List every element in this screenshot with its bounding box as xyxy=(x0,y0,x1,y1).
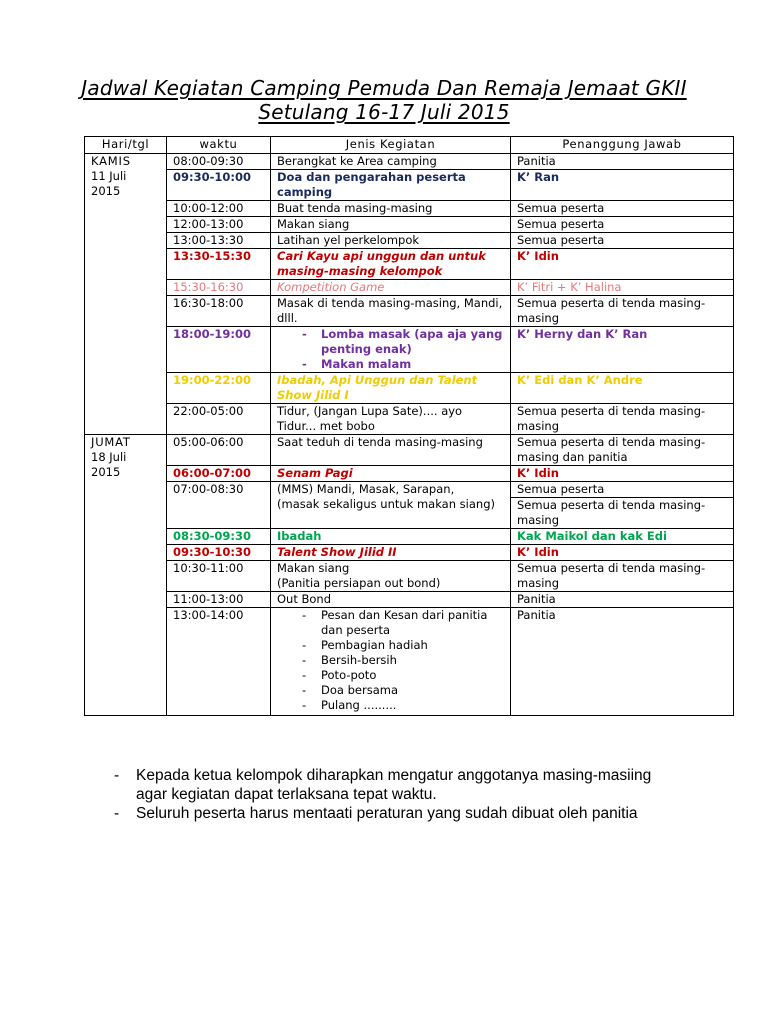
activity-list xyxy=(277,327,504,372)
pic-cell: Panitia xyxy=(511,608,734,716)
list-item: - Lomba masak (apa aja yang penting enak) xyxy=(321,327,504,357)
time-cell: 22:00-05:00 xyxy=(167,404,271,435)
note-item: - Kepada ketua kelompok diharapkan mengatur anggotanya masing-masiing agar kegiatan dapat terlaksana tepat waktu. xyxy=(114,766,674,804)
activity-cell xyxy=(271,482,511,529)
time-cell: 13:30-15:30 xyxy=(167,249,271,280)
table-header-row xyxy=(85,137,734,154)
schedule-table xyxy=(84,136,734,716)
time-cell: 18:00-19:00 xyxy=(167,327,271,373)
pic-cell: Kak Maikol dan kak Edi xyxy=(511,529,734,545)
notes-list xyxy=(114,766,674,823)
activity-cell xyxy=(271,561,511,592)
header-activity: Jenis Kegiatan xyxy=(271,137,511,154)
pic-cell: Panitia xyxy=(511,592,734,608)
activity-cell: Saat teduh di tenda masing-masing xyxy=(271,435,511,466)
pic-cell: Semua peserta xyxy=(511,201,734,217)
pic-cell: Semua peserta xyxy=(511,233,734,249)
activity-cell: Out Bond xyxy=(271,592,511,608)
time-cell: 11:00-13:00 xyxy=(167,592,271,608)
activity-cell: Makan siang xyxy=(271,217,511,233)
time-cell: 10:30-11:00 xyxy=(167,561,271,592)
time-cell: 08:00-09:30 xyxy=(167,154,271,170)
table-row xyxy=(85,154,734,170)
activity-line: (Panitia persiapan out bond) xyxy=(277,576,441,590)
pic-cell: K’ Edi dan K’ Andre xyxy=(511,373,734,404)
table-row xyxy=(85,296,734,327)
time-cell: 16:30-18:00 xyxy=(167,296,271,327)
activity-cell: Buat tenda masing-masing xyxy=(271,201,511,217)
pic-cell: K’ Idin xyxy=(511,545,734,561)
table-row xyxy=(85,561,734,592)
pic-cell: K’ Ran xyxy=(511,170,734,201)
list-item: - Poto-poto xyxy=(321,668,504,683)
table-row xyxy=(85,466,734,482)
time-cell: 10:00-12:00 xyxy=(167,201,271,217)
pic-cell: K’ Fitri + K’ Halina xyxy=(511,280,734,296)
day-cell-jumat xyxy=(85,435,167,716)
pic-cell: Semua peserta di tenda masing-masing xyxy=(511,296,734,327)
day-date: 11 Juli xyxy=(91,169,127,183)
day-name: JUMAT xyxy=(91,435,131,449)
document-subtitle: Setulang 16-17 Juli 2015 xyxy=(258,100,510,124)
activity-cell: Berangkat ke Area camping xyxy=(271,154,511,170)
time-cell: 06:00-07:00 xyxy=(167,466,271,482)
day-year: 2015 xyxy=(91,184,121,198)
activity-cell xyxy=(271,608,511,716)
table-row xyxy=(85,170,734,201)
day-year: 2015 xyxy=(91,465,121,479)
activity-cell: Ibadah xyxy=(271,529,511,545)
time-cell: 19:00-22:00 xyxy=(167,373,271,404)
pic-cell: K’ Idin xyxy=(511,466,734,482)
table-row xyxy=(85,592,734,608)
day-cell-kamis xyxy=(85,154,167,435)
table-row xyxy=(85,404,734,435)
activity-cell: Tidur, (Jangan Lupa Sate).... ayo Tidur... met bobo xyxy=(271,404,511,435)
activity-line: Makan siang xyxy=(277,561,350,575)
table-row xyxy=(85,545,734,561)
list-item: - Pembagian hadiah xyxy=(321,638,504,653)
table-row xyxy=(85,482,734,529)
table-row xyxy=(85,608,734,716)
activity-cell: Doa dan pengarahan peserta camping xyxy=(271,170,511,201)
day-name: KAMIS xyxy=(91,154,131,168)
pic-cell: Panitia xyxy=(511,154,734,170)
pic-line: Semua peserta xyxy=(511,482,733,498)
pic-cell: Semua peserta di tenda masing-masing xyxy=(511,561,734,592)
table-row xyxy=(85,435,734,466)
pic-cell xyxy=(511,482,734,529)
activity-cell: Masak di tenda masing-masing, Mandi, dlll. xyxy=(271,296,511,327)
time-cell: 12:00-13:00 xyxy=(167,217,271,233)
day-date: 18 Juli xyxy=(91,450,127,464)
document-title: Jadwal Kegiatan Camping Pemuda Dan Remaja Jemaat GKII xyxy=(81,76,687,100)
list-item: - Bersih-bersih xyxy=(321,653,504,668)
table-row xyxy=(85,280,734,296)
table-row xyxy=(85,233,734,249)
list-item: - Makan malam xyxy=(321,357,504,372)
list-item: - Doa bersama xyxy=(321,683,504,698)
list-item: - Pesan dan Kesan dari panitia dan peserta xyxy=(321,608,504,638)
activity-cell: Kompetition Game xyxy=(271,280,511,296)
activity-line: (masak sekaligus untuk makan siang) xyxy=(277,497,495,511)
pic-line: Semua peserta di tenda masing-masing xyxy=(517,498,706,527)
pic-cell: Semua peserta di tenda masing-masing dan panitia xyxy=(511,435,734,466)
activity-list xyxy=(277,608,504,713)
activity-cell: Senam Pagi xyxy=(271,466,511,482)
pic-cell: Semua peserta di tenda masing-masing xyxy=(511,404,734,435)
time-cell: 08:30-09:30 xyxy=(167,529,271,545)
time-cell: 07:00-08:30 xyxy=(167,482,271,529)
activity-cell xyxy=(271,327,511,373)
header-pic: Penanggung Jawab xyxy=(511,137,734,154)
time-cell: 05:00-06:00 xyxy=(167,435,271,466)
note-item: - Seluruh peserta harus mentaati peraturan yang sudah dibuat oleh panitia xyxy=(114,804,674,823)
time-cell: 09:30-10:00 xyxy=(167,170,271,201)
header-time: waktu xyxy=(167,137,271,154)
table-row xyxy=(85,217,734,233)
activity-line: (MMS) Mandi, Masak, Sarapan, xyxy=(277,482,455,496)
activity-cell: Cari Kayu api unggun dan untuk masing-masing kelompok xyxy=(271,249,511,280)
list-item: - Pulang ......... xyxy=(321,698,504,713)
time-cell: 15:30-16:30 xyxy=(167,280,271,296)
table-row xyxy=(85,201,734,217)
table-row xyxy=(85,327,734,373)
activity-cell: Ibadah, Api Unggun dan Talent Show Jilid I xyxy=(271,373,511,404)
activity-cell: Latihan yel perkelompok xyxy=(271,233,511,249)
pic-cell: Semua peserta xyxy=(511,217,734,233)
table-row xyxy=(85,373,734,404)
header-day: Hari/tgl xyxy=(85,137,167,154)
table-row xyxy=(85,529,734,545)
activity-cell: Talent Show Jilid II xyxy=(271,545,511,561)
time-cell: 13:00-13:30 xyxy=(167,233,271,249)
pic-cell: K’ Herny dan K’ Ran xyxy=(511,327,734,373)
time-cell: 09:30-10:30 xyxy=(167,545,271,561)
time-cell: 13:00-14:00 xyxy=(167,608,271,716)
pic-cell: K’ Idin xyxy=(511,249,734,280)
table-row xyxy=(85,249,734,280)
